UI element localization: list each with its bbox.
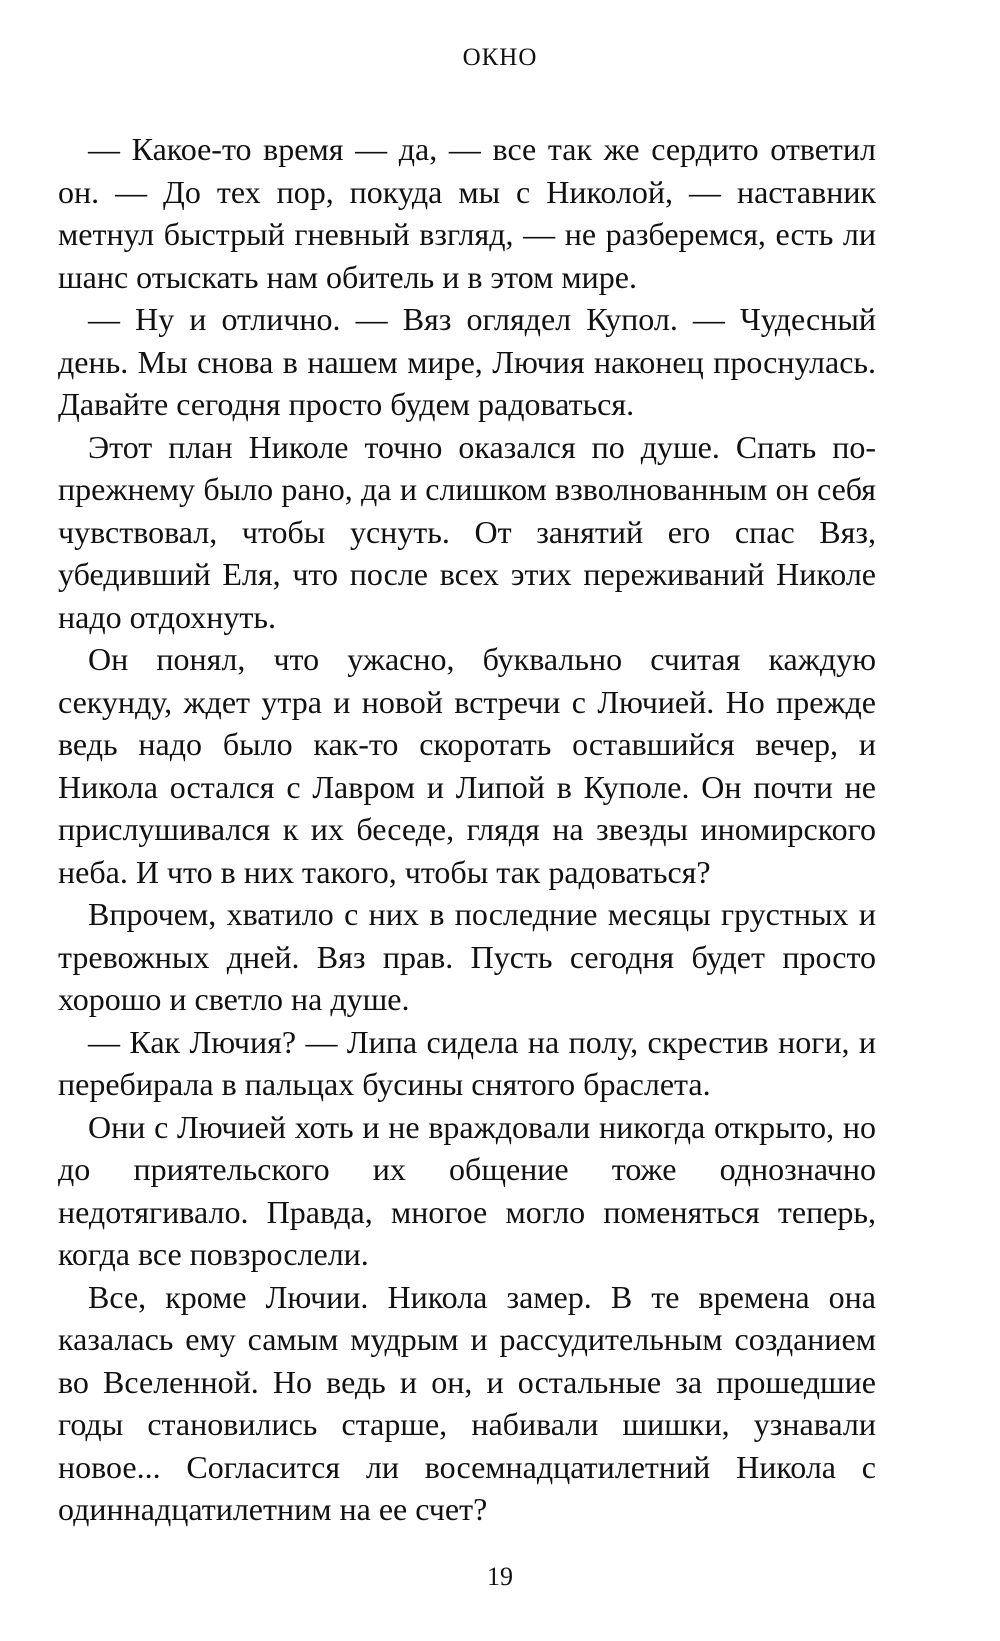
- running-head: ОКНО: [462, 44, 538, 71]
- paragraph: Этот план Николе точно оказался по душе. Спать по-прежнему было рано, да и слишком взволнованным он себя чувствовал, чтобы уснуть. От занятий его спас Вяз, убедивший Еля, что после всех этих переживаний Николе надо отдохнуть.: [58, 428, 876, 635]
- paragraph: — Как Лючия? — Липа сидела на полу, скрестив ноги, и перебирала в пальцах бусины снятого браслета.: [58, 1023, 876, 1102]
- page-number: 19: [487, 1562, 513, 1591]
- body-text: [58, 128, 876, 1531]
- paragraph: Они с Лючией хоть и не враждовали никогда открыто, но до приятельского их общение тоже однозначно недотягивало. Правда, многое могло поменяться теперь, когда все повзрослели.: [58, 1108, 876, 1272]
- paragraph: Впрочем, хватило с них в последние месяцы грустных и тревожных дней. Вяз прав. Пусть сегодня будет просто хорошо и светло на душе.: [58, 896, 876, 1017]
- paragraph: Все, кроме Лючии. Никола замер. В те времена она казалась ему самым мудрым и рассудительным созданием во Вселенной. Но ведь и он, и остальные за прошедшие годы становились старше, набивали шишки, узнавали новое... Согласится ли восемнадцатилетний Никола с одиннадцатилетним на ее счет?: [58, 1278, 876, 1527]
- paragraph: — Ну и отлично. — Вяз оглядел Купол. — Чудесный день. Мы снова в нашем мире, Лючия наконец проснулась. Давайте сегодня просто будем радоваться.: [58, 301, 876, 422]
- paragraph: Он понял, что ужасно, буквально считая каждую секунду, ждет утра и новой встречи с Лючией. Но прежде ведь надо было как-то скоротать оставшийся вечер, и Никола остался с Лавром и Липой в Куполе. Он почти не прислушивался к их беседе, глядя на звезды иномирского неба. И что в них такого, чтобы так радоваться?: [58, 641, 876, 890]
- paragraph: — Какое-то время — да, — все так же сердито ответил он. — До тех пор, покуда мы с Николой, — наставник метнул быстрый гневный взгляд, — не разберемся, есть ли шанс отыскать нам обитель и в этом мире.: [58, 131, 876, 295]
